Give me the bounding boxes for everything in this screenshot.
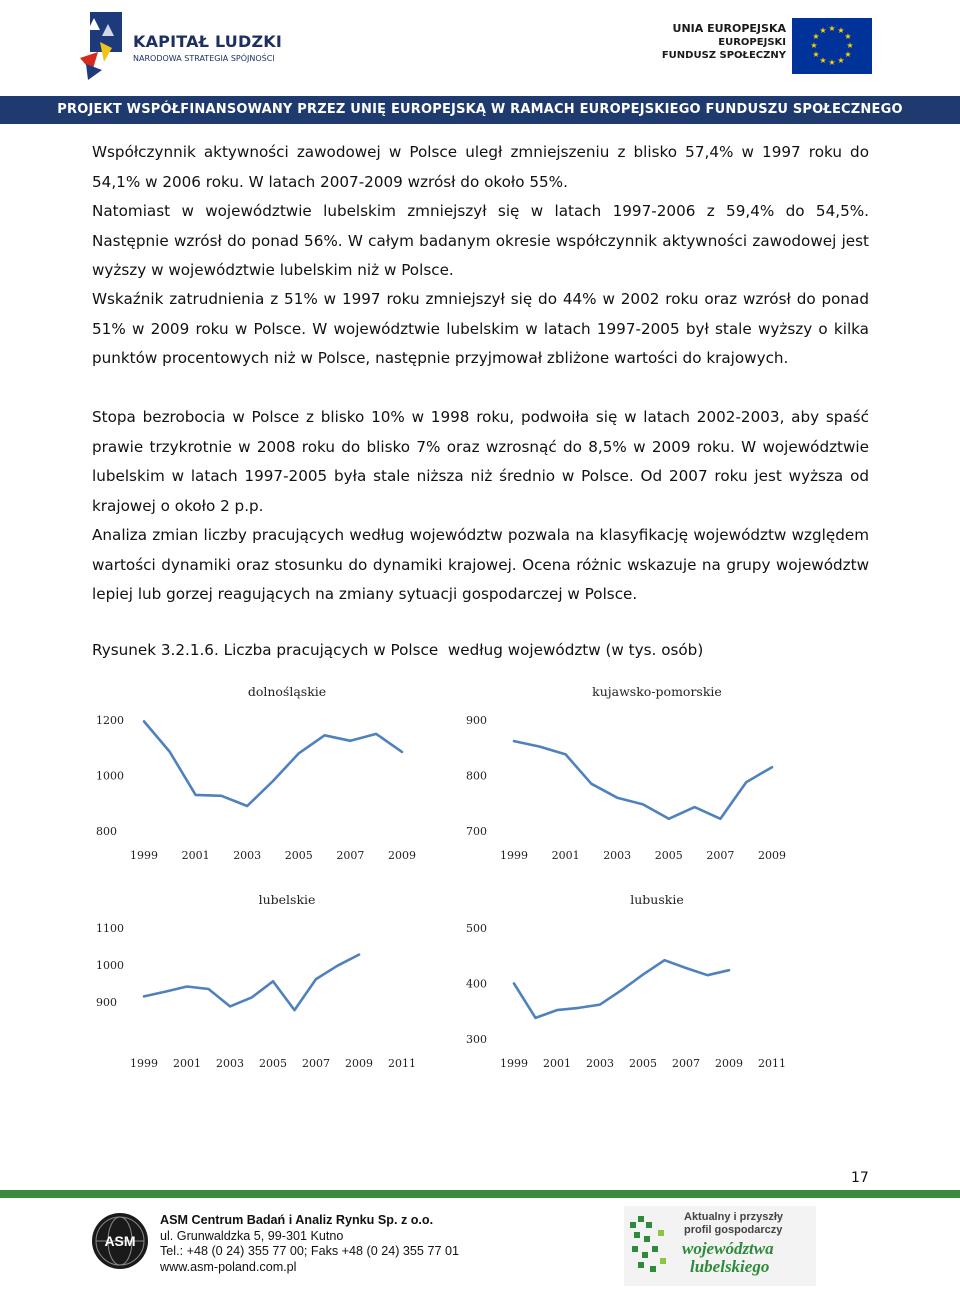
x-tick-label: 2001 (543, 1057, 571, 1070)
logo-line3: województwa (682, 1239, 774, 1258)
chart-title: dolnośląskie (247, 684, 327, 699)
logo-line4: lubelskiego (690, 1257, 770, 1276)
chart-title: lubuskie (630, 892, 684, 907)
footer-company: ASM Centrum Badań i Analiz Rynku Sp. z o.o. (160, 1213, 434, 1227)
series-line (144, 955, 359, 1011)
chart-title: kujawsko-pomorskie (592, 684, 722, 699)
chart-svg-1 (462, 678, 862, 878)
x-tick-label: 2009 (715, 1057, 743, 1070)
footer-rule (0, 1190, 960, 1198)
x-tick-label: 2009 (345, 1057, 373, 1070)
svg-text:★: ★ (844, 50, 852, 59)
paragraph-3: Wskaźnik zatrudnienia z 51% w 1997 roku zmniejszył się do 44% w 2002 roku oraz wzrósł do ponad 51% w 2009 roku w Polsce. W województwie lubelskim w latach 1997-2005 był stale wyższy o kilka punktów procentowych niż w Polsce, następnie przyjmował zbliżone wartości do krajowych. (92, 290, 869, 367)
x-tick-label: 2007 (672, 1057, 700, 1070)
x-tick-label: 2003 (233, 849, 262, 862)
logo-line2: profil gospodarczy (684, 1224, 783, 1236)
y-tick-label: 800 (466, 769, 487, 783)
y-tick-label: 700 (466, 825, 487, 838)
y-tick-label: 1200 (96, 714, 124, 727)
chart-lubelskie (92, 886, 492, 1086)
eu-line1: UNIA EUROPEJSKA (672, 22, 786, 35)
svg-text:★: ★ (819, 26, 827, 35)
x-tick-label: 2007 (706, 849, 735, 862)
chart-svg-3 (462, 886, 862, 1086)
x-tick-label: 2009 (758, 849, 786, 862)
paragraph-5: Analiza zmian liczby pracujących według województw pozwala na klasyfikację województw względem wartości dynamiki oraz stosunku do dynamiki krajowej. Ocena różnic wskazuje na grupy województw lepiej lub gorzej reagujących na zmiany sytuacji gospodarczej w Polsce. (92, 526, 869, 603)
asm-logo-text: ASM (104, 1233, 136, 1249)
x-tick-label: 2001 (173, 1057, 201, 1070)
x-tick-label: 1999 (130, 849, 158, 862)
svg-text:★: ★ (846, 41, 854, 50)
chart-svg-2 (92, 886, 492, 1086)
y-tick-label: 1100 (96, 922, 124, 935)
svg-text:★: ★ (810, 41, 818, 50)
x-tick-label: 1999 (130, 1057, 158, 1070)
eu-flag-icon (792, 18, 872, 74)
paragraph-1: Współczynnik aktywności zawodowej w Polsce uległ zmniejszeniu z blisko 57,4% w 1997 roku do 54,1% w 2006 roku. W latach 2007-2009 wzrósł do około 55%. (92, 143, 869, 191)
series-line (514, 741, 772, 819)
page-number: 17 (851, 1170, 869, 1186)
svg-text:★: ★ (828, 24, 836, 33)
y-tick-label: 500 (466, 922, 487, 935)
x-tick-label: 2003 (603, 849, 632, 862)
svg-text:★: ★ (819, 56, 827, 65)
svg-text:★: ★ (837, 56, 845, 65)
x-tick-label: 2003 (216, 1057, 244, 1070)
svg-text:★: ★ (828, 58, 836, 67)
lubelskie-logo-icon (624, 1206, 816, 1286)
x-tick-label: 2011 (388, 1057, 416, 1070)
footer-www[interactable]: www.asm-poland.com.pl (160, 1259, 297, 1274)
asm-globe-icon (91, 1212, 149, 1270)
project-banner: PROJEKT WSPÓŁFINANSOWANY PRZEZ UNIĘ EUROPEJSKĄ W RAMACH EUROPEJSKIEGO FUNDUSZU SPOŁECZNEGO (0, 96, 960, 124)
x-tick-label: 2005 (284, 849, 313, 862)
x-tick-label: 2001 (551, 849, 580, 862)
footer-contact (160, 1213, 459, 1275)
x-tick-label: 2005 (629, 1057, 657, 1070)
logo-line1: Aktualny i przyszły (684, 1211, 784, 1223)
x-tick-label: 2007 (336, 849, 365, 862)
y-tick-label: 400 (466, 977, 487, 991)
x-tick-label: 2005 (654, 849, 683, 862)
paragraph-4: Stopa bezrobocia w Polsce z blisko 10% w 1998 roku, podwoiła się w latach 2002-2003, aby spaść prawie trzykrotnie w 2008 roku do blisko 7% oraz wzrosnąć do 8,5% w 2009 roku. W województwie lubelskim w latach 1997-2005 była stale niższa niż średnio w Polsce. Od 2007 roku jest wyższa od krajowej o około 2 p.p. (92, 408, 869, 515)
footer-address: ul. Grunwaldzka 5, 99-301 Kutno (160, 1228, 344, 1243)
kapital-ludzki-logo (78, 12, 288, 82)
series-line (144, 721, 402, 806)
eu-line3: FUNDUSZ SPOŁECZNY (661, 50, 786, 61)
x-tick-label: 2011 (758, 1057, 786, 1070)
eu-logo (658, 14, 873, 76)
y-tick-label: 1000 (96, 959, 124, 972)
footer-phone: Tel.: +48 (0 24) 355 77 00; Faks +48 (0 24) 355 77 01 (160, 1244, 459, 1258)
y-tick-label: 800 (96, 825, 117, 838)
svg-text:★: ★ (837, 26, 845, 35)
asm-logo (91, 1212, 149, 1270)
svg-text:★: ★ (812, 50, 820, 59)
chart-dolnoslaskie (92, 678, 492, 878)
svg-text:★: ★ (812, 32, 820, 41)
x-tick-label: 2009 (388, 849, 416, 862)
chart-svg-0 (92, 678, 492, 878)
x-tick-label: 1999 (500, 1057, 528, 1070)
figure-caption: Rysunek 3.2.1.6. Liczba pracujących w Polsce według województw (w tys. osób) (92, 641, 704, 659)
kapital-ludzki-title: KAPITAŁ LUDZKI (133, 32, 283, 51)
paragraph-2: Natomiast w województwie lubelskim zmniejszył się w latach 1997-2006 z 59,4% do 54,5%. Następnie wzrósł do ponad 56%. W całym badanym okresie współczynnik aktywności zawodowej jest wyższy w województwie lubelskim niż w Polsce. (92, 202, 869, 279)
chart-kujawsko-pomorskie (462, 678, 862, 878)
kapital-ludzki-subtitle: NARODOWA STRATEGIA SPÓJNOŚCI (133, 54, 275, 63)
x-tick-label: 1999 (500, 849, 528, 862)
kapital-ludzki-emblem-icon (78, 12, 134, 82)
y-tick-label: 900 (96, 996, 117, 1009)
y-tick-label: 1000 (96, 769, 124, 783)
profil-gospodarczy-logo (624, 1206, 816, 1286)
x-tick-label: 2003 (586, 1057, 614, 1070)
x-tick-label: 2001 (181, 849, 210, 862)
chart-title: lubelskie (258, 892, 316, 907)
x-tick-label: 2007 (302, 1057, 330, 1070)
x-tick-label: 2005 (259, 1057, 287, 1070)
svg-text:★: ★ (844, 32, 852, 41)
y-tick-label: 300 (466, 1033, 487, 1046)
eu-line2: EUROPEJSKI (718, 37, 786, 48)
y-tick-label: 900 (466, 714, 487, 727)
series-line (514, 960, 729, 1018)
chart-lubuskie (462, 886, 862, 1086)
